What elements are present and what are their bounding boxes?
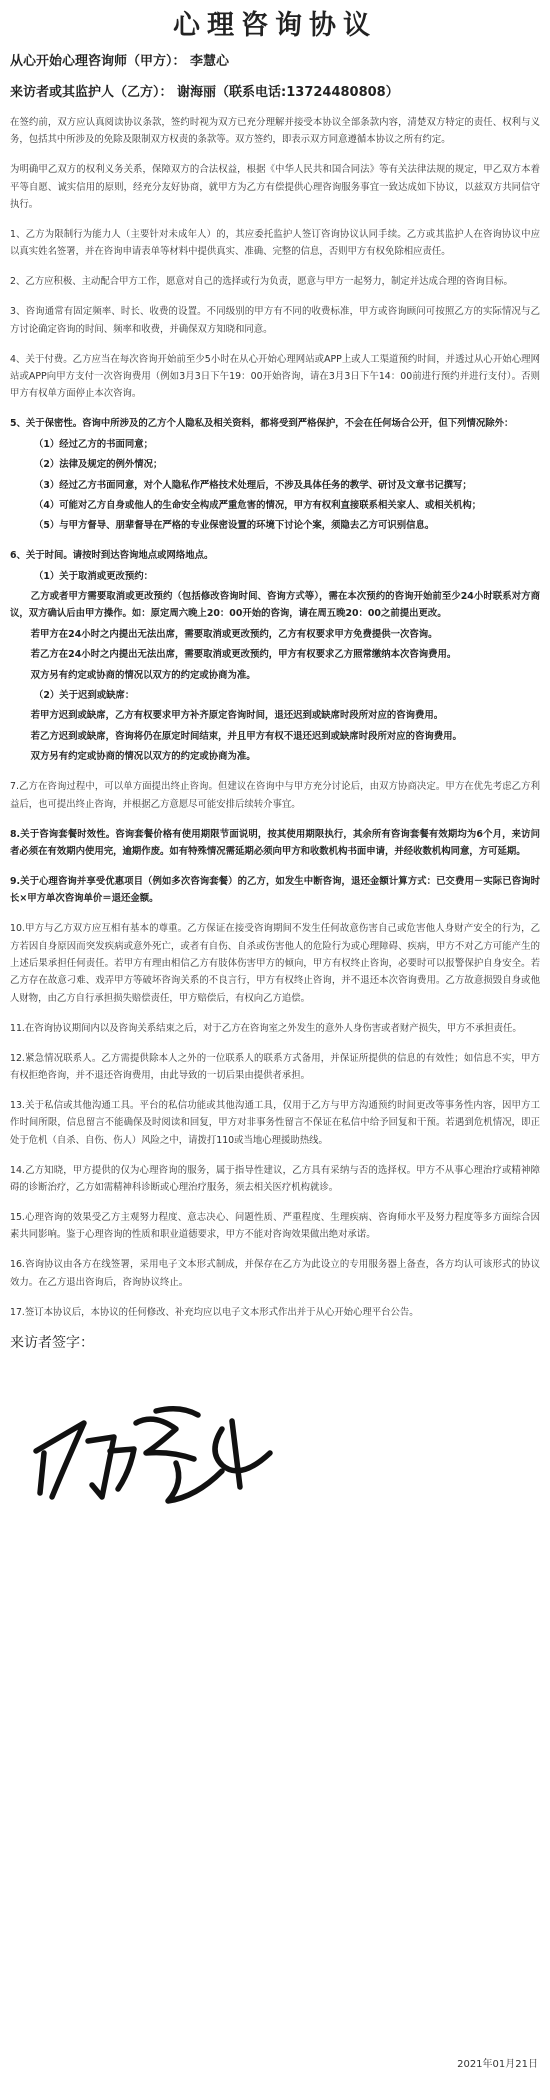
clause-paragraph: 5、关于保密性。咨询中所涉及的乙方个人隐私及相关资料，都将受到严格保护，不会在任何场合公开，但下列情况除外： [10, 418, 514, 430]
clause-paragraph: 为明确甲乙双方的权利义务关系，保障双方的合法权益，根据《中华人民共和国合同法》等有关法律法规的规定，甲乙双方本着平等自愿、诚实信用的原则，经充分友好协商，就甲方为乙方有偿提供心理咨询服务事宜一致达成如下协议，以兹双方共同信守执行。 [10, 164, 540, 211]
clause-paragraph: 若乙方迟到或缺席，咨询将仍在原定时间结束，并且甲方有权不退还迟到或缺席时段所对应的咨询费用。 [30, 730, 462, 742]
clause-paragraph: 双方另有约定或协商的情况以双方的约定或协商为准。 [30, 751, 256, 763]
party-b-line: 来访者或其监护人（乙方）： 谢海丽（联系电话:13724480808） [10, 85, 399, 100]
clause-paragraph: 若甲方迟到或缺席，乙方有权要求甲方补齐原定咨询时间，退还迟到或缺席时段所对应的咨询费用。 [30, 710, 444, 722]
clause-paragraph: 乙方或者甲方需要取消或更改预约（包括修改咨询时间、咨询方式等），需在本次预约的咨询开始前至少24小时联系对方商议，双方确认后由甲方操作。如：原定周六晚上20：00开始的咨询，请在周五晚20：00之前提出更改。 [10, 591, 540, 620]
clause-paragraph: 6、关于时间。请按时到达咨询地点或网络地点。 [10, 550, 214, 562]
clause-paragraph: 3、咨询通常有固定频率、时长、收费的设置。不同级别的甲方有不同的收费标准，甲方或咨询顾问可按照乙方的实际情况与乙方讨论确定咨询的时间、频率和收费，并确保双方知晓和同意。 [10, 306, 540, 335]
clause-paragraph: 13.关于私信或其他沟通工具。平台的私信功能或其他沟通工具，仅用于乙方与甲方沟通预约时间更改等事务性内容，因甲方工作时间所限，信息留言不能确保及时阅读和回复，甲方对非事务性留言不保证在私信中给予回复和干预。若遇到危机情况，即正处于危机（自杀、自伤、伤人）风险之中，请拨打110或当地心理援助热线。 [10, 1099, 540, 1146]
clause-paragraph: 10.甲方与乙方双方应互相有基本的尊重。乙方保证在接受咨询期间不发生任何故意伤害自己或危害他人身财产安全的行为，乙方若因自身原因而突发疾病或意外死亡，或者有自伤、自杀或伤害他人的危险行为或心理障碍、疾病，甲方不对乙方可能产生的上述后果承担任何责任。若甲方有理由相信乙方有肢体伤害甲方的倾向，甲方有权终止咨询，必要时可以报警保护自身安全。若乙方存在故意刁难、戏弄甲方等破坏咨询关系的不良言行，甲方有权终止咨询，并不退还本次咨询费用。乙方故意损毁自身或他人财物，由乙方自行承担损失赔偿责任，甲方赔偿后，有权向乙方追偿。 [10, 923, 540, 1004]
clause-paragraph: 12.紧急情况联系人。乙方需提供除本人之外的一位联系人的联系方式备用，并保证所提供的信息的有效性；如信息不实，甲方有权拒绝咨询，并不退还咨询费用，由此导致的一切后果由提供者承担。 [10, 1052, 540, 1081]
clause-paragraph: 17.签订本协议后，本协议的任何修改、补充均应以电子文本形式作出并于从心开始心理平台公告。 [10, 1306, 419, 1318]
clause-paragraph: 15.心理咨询的效果受乙方主观努力程度、意志决心、问题性质、严重程度、生理疾病、咨询师水平及努力程度等多方面综合因素共同影响。鉴于心理咨询的性质和职业道德要求，甲方不能对咨询效果做出绝对承诺。 [10, 1211, 540, 1241]
clause-paragraph: 2、乙方应积极、主动配合甲方工作，愿意对自己的选择或行为负责，愿意与甲方一起努力，制定并达成合理的咨询目标。 [10, 276, 513, 288]
party-a-line: 从心开始心理咨询师（甲方）： 李慧心 [10, 54, 230, 69]
agreement-clauses [10, 114, 540, 1321]
document-title: 心理咨询协议 [173, 10, 377, 41]
clause-paragraph: 14.乙方知晓，甲方提供的仅为心理咨询的服务，属于指导性建议，乙方具有采纳与否的选择权。甲方不从事心理治疗或精神障碍的诊断治疗，乙方如需精神科诊断或心理治疗服务，须去相关医疗机构就诊。 [10, 1164, 540, 1193]
clause-paragraph: （1）经过乙方的书面同意； [34, 438, 154, 450]
clause-paragraph: 7.乙方在咨询过程中，可以单方面提出终止咨询。但建议在咨询中与甲方充分讨论后，由双方协商决定。甲方在优先考虑乙方利益后，也可提出终止咨询，并根据乙方意愿尽可能安排后续转介事宜。 [10, 781, 540, 810]
clause-paragraph: 1、乙方为限制行为能力人（主要针对未成年人）的，其应委托监护人签订咨询协议认同手续。乙方或其监护人在咨询协议中应以真实姓名签署，并在咨询申请表单等材料中提供真实、准确、完整的信息，否则甲方有权免除相应责任。 [10, 229, 540, 258]
clause-paragraph: （3）经过乙方书面同意，对个人隐私作严格技术处理后，不涉及具体任务的教学、研讨及文章书记撰写； [34, 479, 472, 491]
clause-paragraph: （2）关于迟到或缺席： [34, 690, 135, 702]
clause-paragraph: 若甲方在24小时之内提出无法出席，需要取消或更改预约，乙方有权要求甲方免费提供一次咨询。 [30, 628, 438, 640]
signing-date: 2021年01月21日 [457, 2059, 538, 2070]
clause-paragraph: （1）关于取消或更改预约： [34, 570, 154, 582]
clause-paragraph: （4）可能对乙方自身或他人的生命安全构成严重危害的情况，甲方有权利直接联系相关家人、或相关机构； [34, 499, 482, 511]
clause-paragraph: 双方另有约定或协商的情况以双方的约定或协商为准。 [30, 669, 256, 681]
handwritten-signature [26, 1393, 306, 1513]
clause-paragraph: 16.咨询协议由各方在线签署，采用电子文本形式制成，并保存在乙方为此设立的专用服务器上备查，各方均认可该形式的协议效力。在乙方退出咨询后，咨询协议终止。 [10, 1259, 540, 1288]
clause-paragraph: 在签约前，双方应认真阅读协议条款，签约时视为双方已充分理解并接受本协议全部条款内容，清楚双方特定的责任、权利与义务，包括其中所涉及的免除及限制双方权责的条款等。双方签约，即表示双方同意遵循本协议之所有约定。 [10, 117, 540, 146]
clause-paragraph: 若乙方在24小时之内提出无法出席，需要取消或更改预约，甲方有权要求乙方照常缴纳本次咨询费用。 [30, 649, 457, 661]
clause-paragraph: 11.在咨询协议期间内以及咨询关系结束之后，对于乙方在咨询室之外发生的意外人身伤害或者财产损失，甲方不承担责任。 [10, 1022, 522, 1034]
clause-paragraph: （5）与甲方督导、朋辈督导在严格的专业保密设置的环境下讨论个案，须隐去乙方可识别信息。 [34, 520, 435, 532]
visitor-signature-label: 来访者签字： [10, 1335, 94, 1352]
clause-paragraph: 9.关于心理咨询并享受优惠项目（例如多次咨询套餐）的乙方，如发生中断咨询，退还金额计算方式：已交费用－实际已咨询时长×甲方单次咨询单价＝退还金额。 [10, 875, 540, 905]
clause-paragraph: （2）法律及规定的例外情况； [34, 459, 163, 471]
clause-paragraph: 4、关于付费。乙方应当在每次咨询开始前至少5小时在从心开始心理网站或APP上或人工渠道预约时间，并透过从心开始心理网站或APP向甲方支付一次咨询费用（例如3月3日下午19：00开始咨询，请在3月3日下午14：00前进行预约并进行支付）。否则甲方有权单方面停止本次咨询。 [10, 353, 540, 400]
clause-paragraph: 8.关于咨询套餐时效性。咨询套餐价格有使用期限节面说明，按其使用期限执行，其余所有咨询套餐有效期均为6个月，来访问者必须在有效期内使用完，逾期作废。如有特殊情况需延期必须向甲方和收数机构书面申请，并经收数机构同意，方可延期。 [10, 828, 540, 857]
